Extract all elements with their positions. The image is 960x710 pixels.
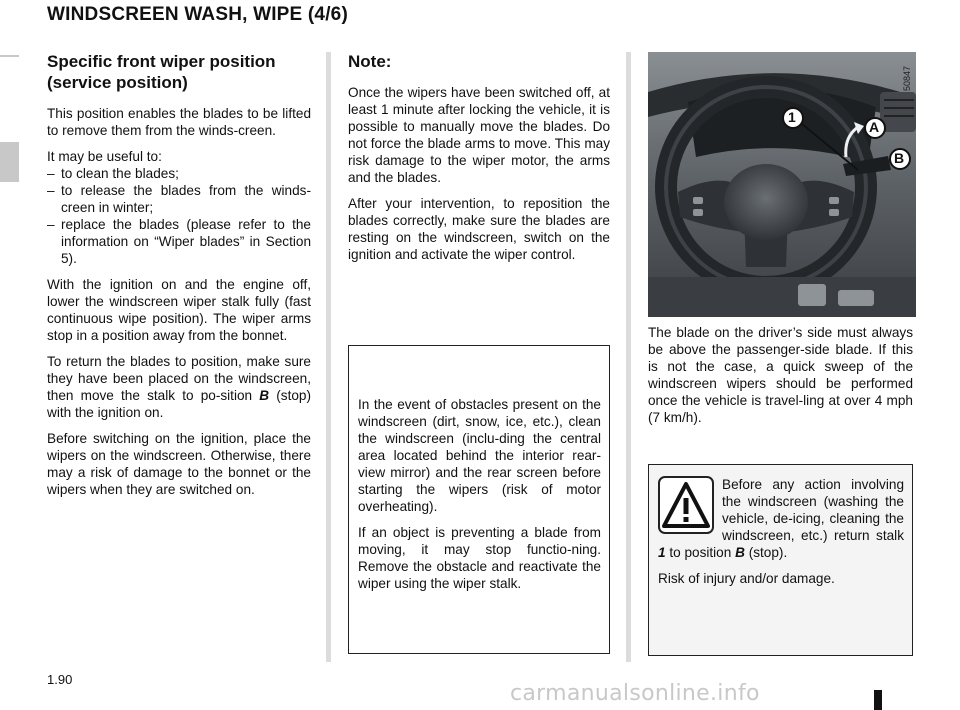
watermark: carmanualsonline.info bbox=[510, 681, 760, 706]
paragraph: Once the wipers have been switched off, at least 1 minute after locking the vehicle, it is possible to manually move the blades. Do not force the blade arms to move. This may risk damage to the wiper motor, the arms and the blades. bbox=[348, 85, 610, 185]
paragraph: To return the blades to position, make sure they have been placed on the windscreen, then move the stalk to po-sition B (stop) with the ignition on. bbox=[47, 354, 311, 420]
left-column bbox=[47, 51, 311, 507]
paragraph: Before any action involving the windscreen (washing the vehicle, de-icing, cleaning the windscreen, etc.) return stalk 1 to position B (stop). bbox=[658, 477, 904, 560]
info-box bbox=[348, 345, 610, 654]
position-ref: B bbox=[259, 388, 270, 403]
callout-a-label: A bbox=[869, 119, 880, 135]
note-heading: Note: bbox=[348, 52, 392, 71]
warning-box bbox=[648, 464, 913, 656]
column-divider bbox=[326, 52, 331, 662]
paragraph: Before switching on the ignition, place the wipers on the windscreen. Otherwise, there may a risk of damage to the bonnet or the wipers when they are switched on. bbox=[47, 431, 311, 497]
steering-wheel-figure bbox=[648, 52, 916, 317]
paragraph: This position enables the blades to be lifted to remove them from the winds-creen. bbox=[47, 106, 311, 138]
paragraph: With the ignition on and the engine off, lower the windscreen wiper stalk fully (fast continuous wipe position). The wiper arms stop in a position away from the bonnet. bbox=[47, 277, 311, 343]
callout-b-label: B bbox=[894, 150, 905, 166]
bullet-list bbox=[47, 165, 311, 267]
paragraph: In the event of obstacles present on the windscreen (dirt, snow, ice, etc.), clean the windscreen (inclu-ding the central area located behind the interior rear-view mirror) and the rear screen before starting the wipers (risk of motor overheating). bbox=[358, 397, 601, 514]
callout-1-label: 1 bbox=[788, 109, 796, 125]
steering-wheel-illustration bbox=[648, 52, 916, 317]
page-title: WINDSCREEN WASH, WIPE (4/6) bbox=[47, 4, 348, 25]
paragraph: Risk of injury and/or damage. bbox=[658, 571, 835, 586]
paragraph: If an object is preventing a blade from moving, it may stop functio-ning. Remove the obstacle and reactivate the wiper using the wiper stalk. bbox=[358, 525, 601, 591]
paragraph: It may be useful to: bbox=[47, 149, 162, 164]
middle-column bbox=[348, 51, 610, 272]
corner-mark bbox=[874, 690, 882, 710]
figure-id: 50847 bbox=[902, 66, 912, 92]
right-column bbox=[648, 324, 913, 435]
paragraph: The blade on the driver’s side must always be above the passenger-side blade. If this is not the case, a quick sweep of the windscreen wipers should be performed once the vehicle is travel-ling at over 4 mph (7 km/h). bbox=[648, 325, 913, 425]
list-item: – to release the blades from the winds-creen in winter; bbox=[47, 182, 311, 216]
list-item: – to clean the blades; bbox=[47, 165, 311, 182]
paragraph: After your intervention, to reposition the blades correctly, make sure the blades are resting on the windscreen, switch on the ignition and activate the wiper control. bbox=[348, 196, 610, 262]
section-tab bbox=[0, 142, 19, 182]
side-tab-line bbox=[0, 55, 19, 57]
warning-triangle-icon bbox=[658, 476, 714, 534]
list-item: – replace the blades (please refer to the information on “Wiper blades” in Section 5). bbox=[47, 216, 311, 267]
section-heading: Specific front wiper position (service position) bbox=[47, 52, 276, 92]
column-divider bbox=[626, 52, 631, 662]
page-number: 1.90 bbox=[47, 672, 73, 687]
